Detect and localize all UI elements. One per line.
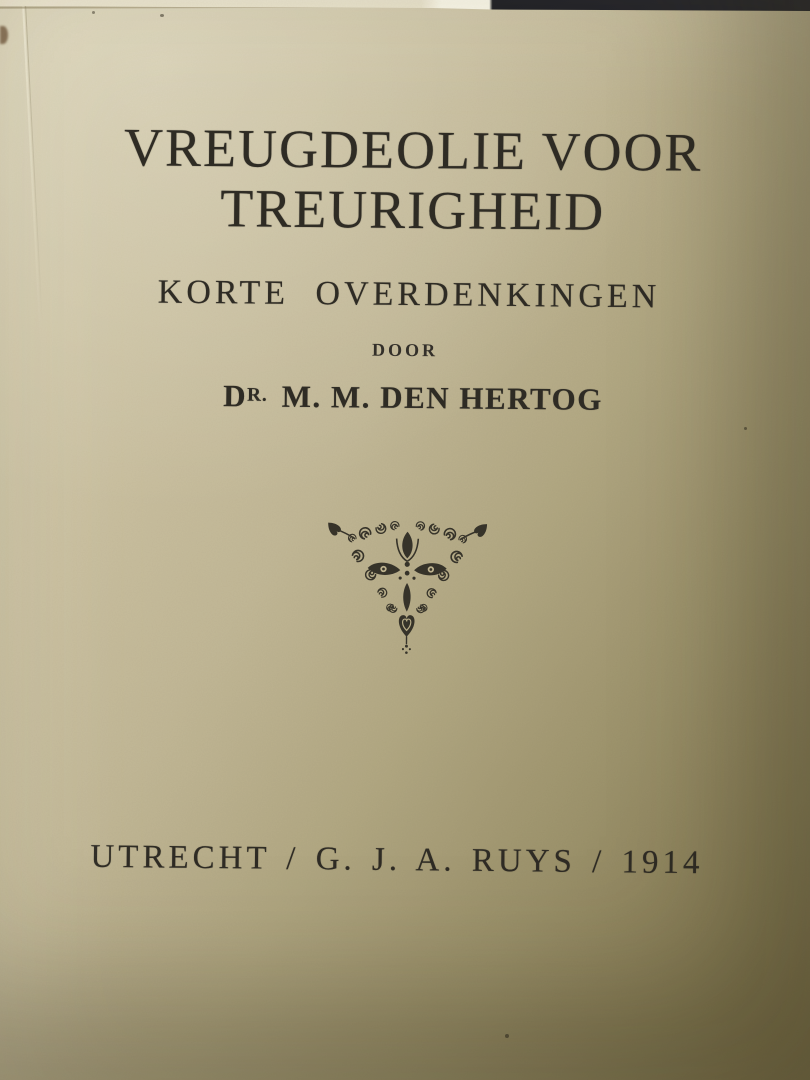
page-top-edge [0,0,810,12]
fleuron-triangle-ornament-icon [317,511,496,661]
paper-speck [505,1034,509,1038]
paper-stain [0,26,8,44]
book-title [7,116,810,244]
author-superscript-r: R. [246,384,268,406]
imprint-line: UTRECHT / G. J. A. RUYS / 1914 [90,838,704,882]
byline-door: DOOR [371,339,439,361]
author-initial: D [223,378,248,414]
fleuron-ornament [1,508,810,669]
book-subtitle: KORTE OVERDENKINGEN [157,273,661,316]
author-name [8,376,810,420]
book-title-line2: TREURIGHEID [219,178,606,242]
book-title-line1: VREUGDEOLIE VOOR [123,117,703,183]
paper-speck [160,14,164,17]
author-rest: M. M. DEN HERTOG [281,378,603,417]
paper-speck [744,427,747,430]
paper-speck [92,11,95,14]
